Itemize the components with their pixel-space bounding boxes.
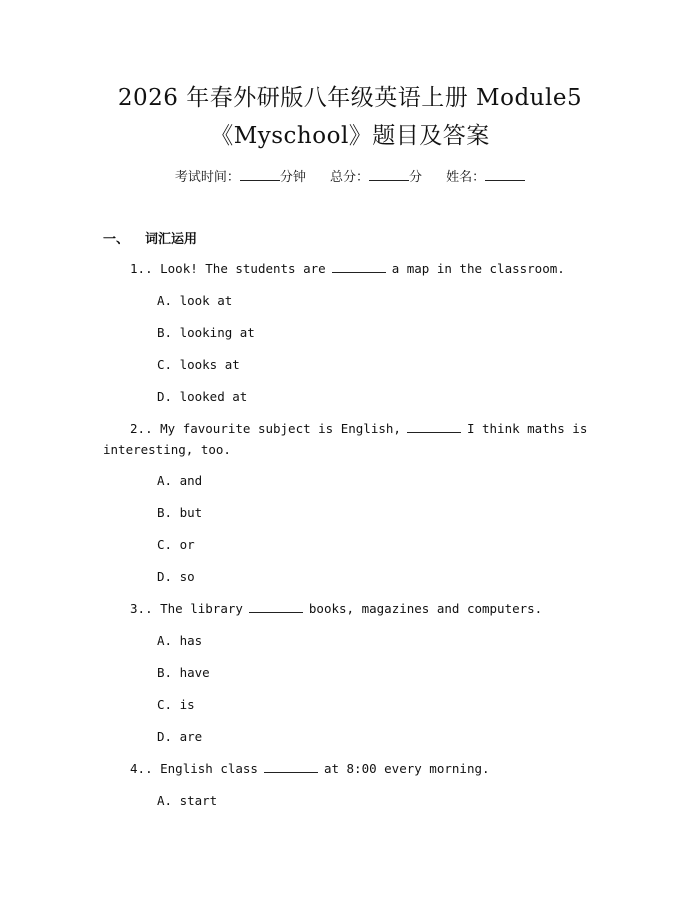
question-number: 1. [130,261,146,276]
question-text-before-blank: . The library [145,601,243,616]
answer-blank [249,601,303,613]
student-name-field [446,170,525,185]
option-c: C. looks at [157,357,240,372]
total-score-blank [369,168,409,181]
option-b: B. but [157,505,203,520]
answer-blank [332,261,386,273]
option-b: B. looking at [157,325,255,340]
total-score-label: 总分： [329,170,369,185]
option-d: D. are [157,729,203,744]
option-a: A. look at [157,293,233,308]
answer-blank [264,761,318,773]
student-name-label: 姓名： [446,170,486,185]
option-d: D. so [157,569,195,584]
question-text-after-blank: at 8:00 every morning. [323,761,490,776]
question-4 [130,760,490,778]
document-title-line-2: 《Myschool》题目及答案 [210,123,490,149]
section-title: 词汇运用 [145,232,198,247]
exam-time-label: 考试时间： [174,170,240,185]
exam-time-field [175,170,310,185]
total-score-field [330,170,426,185]
exam-info-row [0,166,700,185]
section-heading [103,228,197,247]
student-name-blank [485,168,525,181]
question-number: 3. [130,601,146,616]
question-text-before-blank: . English class [145,761,258,776]
question-3 [130,600,542,618]
question-text-before-blank: . Look! The students are [145,261,326,276]
option-a: A. and [157,473,203,488]
question-number: 4. [130,761,146,776]
question-text-after-blank: a map in the classroom. [391,261,565,276]
question-2-continuation: interesting, too. [103,442,231,457]
option-d: D. looked at [157,389,248,404]
option-a: A. start [157,793,218,808]
question-text-after-blank: I think maths is [466,421,588,436]
question-text-after-blank: books, magazines and computers. [308,601,543,616]
section-number: 一、 [103,232,130,247]
exam-time-blank [240,168,280,181]
total-score-unit: 分 [409,170,423,185]
answer-blank [407,421,461,433]
question-text-before-blank: . My favourite subject is English, [145,421,401,436]
question-number: 2. [130,421,146,436]
option-b: B. have [157,665,210,680]
document-title-line-1: 2026 年春外研版八年级英语上册 Module5 [117,85,583,111]
option-c: C. is [157,697,195,712]
exam-time-unit: 分钟 [279,170,306,185]
question-2 [130,420,587,438]
option-c: C. or [157,537,195,552]
option-a: A. has [157,633,203,648]
question-1 [130,260,565,278]
